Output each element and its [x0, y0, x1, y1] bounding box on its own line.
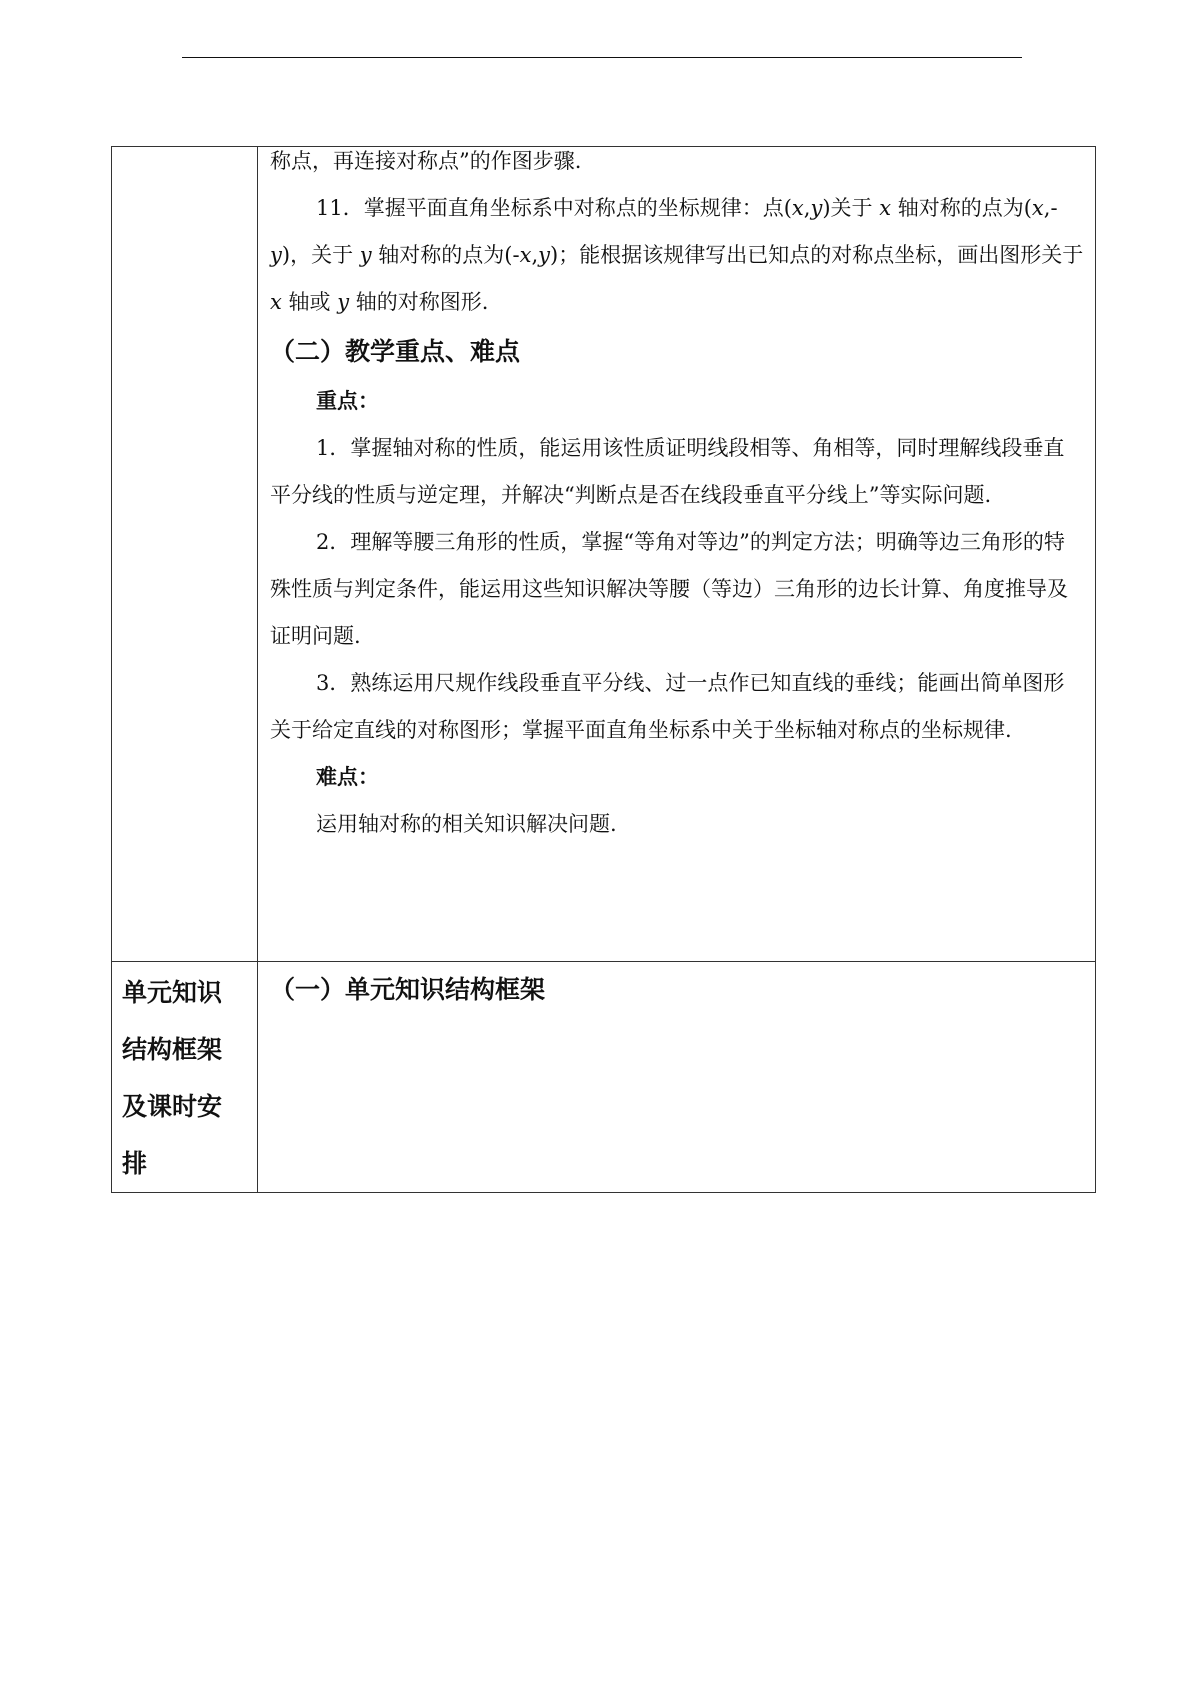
header-rule	[182, 57, 1022, 58]
row-content-cell	[258, 962, 1096, 1193]
row-label-line: 排	[122, 1149, 148, 1178]
difficulty-text: 运用轴对称的相关知识解决问题.	[316, 812, 617, 836]
key-points-label: 重点：	[316, 389, 379, 413]
row-label-line: 结构框架	[122, 1035, 223, 1064]
continuation-text: 称点，再连接对称点”的作图步骤.	[270, 149, 582, 173]
key-point-3: 3．熟练运用尺规作线段垂直平分线、过一点作已知直线的垂线；能画出简单图形关于给定直线的对称图形；掌握平面直角坐标系中关于坐标轴对称点的坐标规律.	[270, 671, 1065, 742]
table-row	[112, 962, 1096, 1193]
section-heading-key-difficult: （二）教学重点、难点	[270, 337, 521, 366]
row-label-cell-empty	[112, 147, 258, 962]
objective-item-11: 11．掌握平面直角坐标系中对称点的坐标规律：点(x,y)关于 x 轴对称的点为(x,-y)，关于 y 轴对称的点为(-x,y)；能根据该规律写出已知点的对称点坐标，画出图形关于 x 轴或 y 轴的对称图形.	[270, 196, 1084, 314]
difficulty-label: 难点：	[316, 765, 379, 789]
key-point-2: 2．理解等腰三角形的性质，掌握“等角对等边”的判定方法；明确等边三角形的特殊性质与判定条件，能运用这些知识解决等腰（等边）三角形的边长计算、角度推导及证明问题.	[270, 530, 1068, 648]
section-heading-structure: （一）单元知识结构框架	[270, 975, 546, 1004]
row-label-line: 及课时安	[122, 1092, 223, 1121]
row-content-cell	[258, 147, 1096, 962]
lesson-plan-table	[111, 146, 1096, 1193]
row-label-cell	[112, 962, 258, 1193]
key-point-1: 1．掌握轴对称的性质，能运用该性质证明线段相等、角相等，同时理解线段垂直平分线的性质与逆定理，并解决“判断点是否在线段垂直平分线上”等实际问题.	[270, 436, 1065, 507]
table-row	[112, 147, 1096, 962]
row-label-line: 单元知识	[122, 978, 223, 1007]
